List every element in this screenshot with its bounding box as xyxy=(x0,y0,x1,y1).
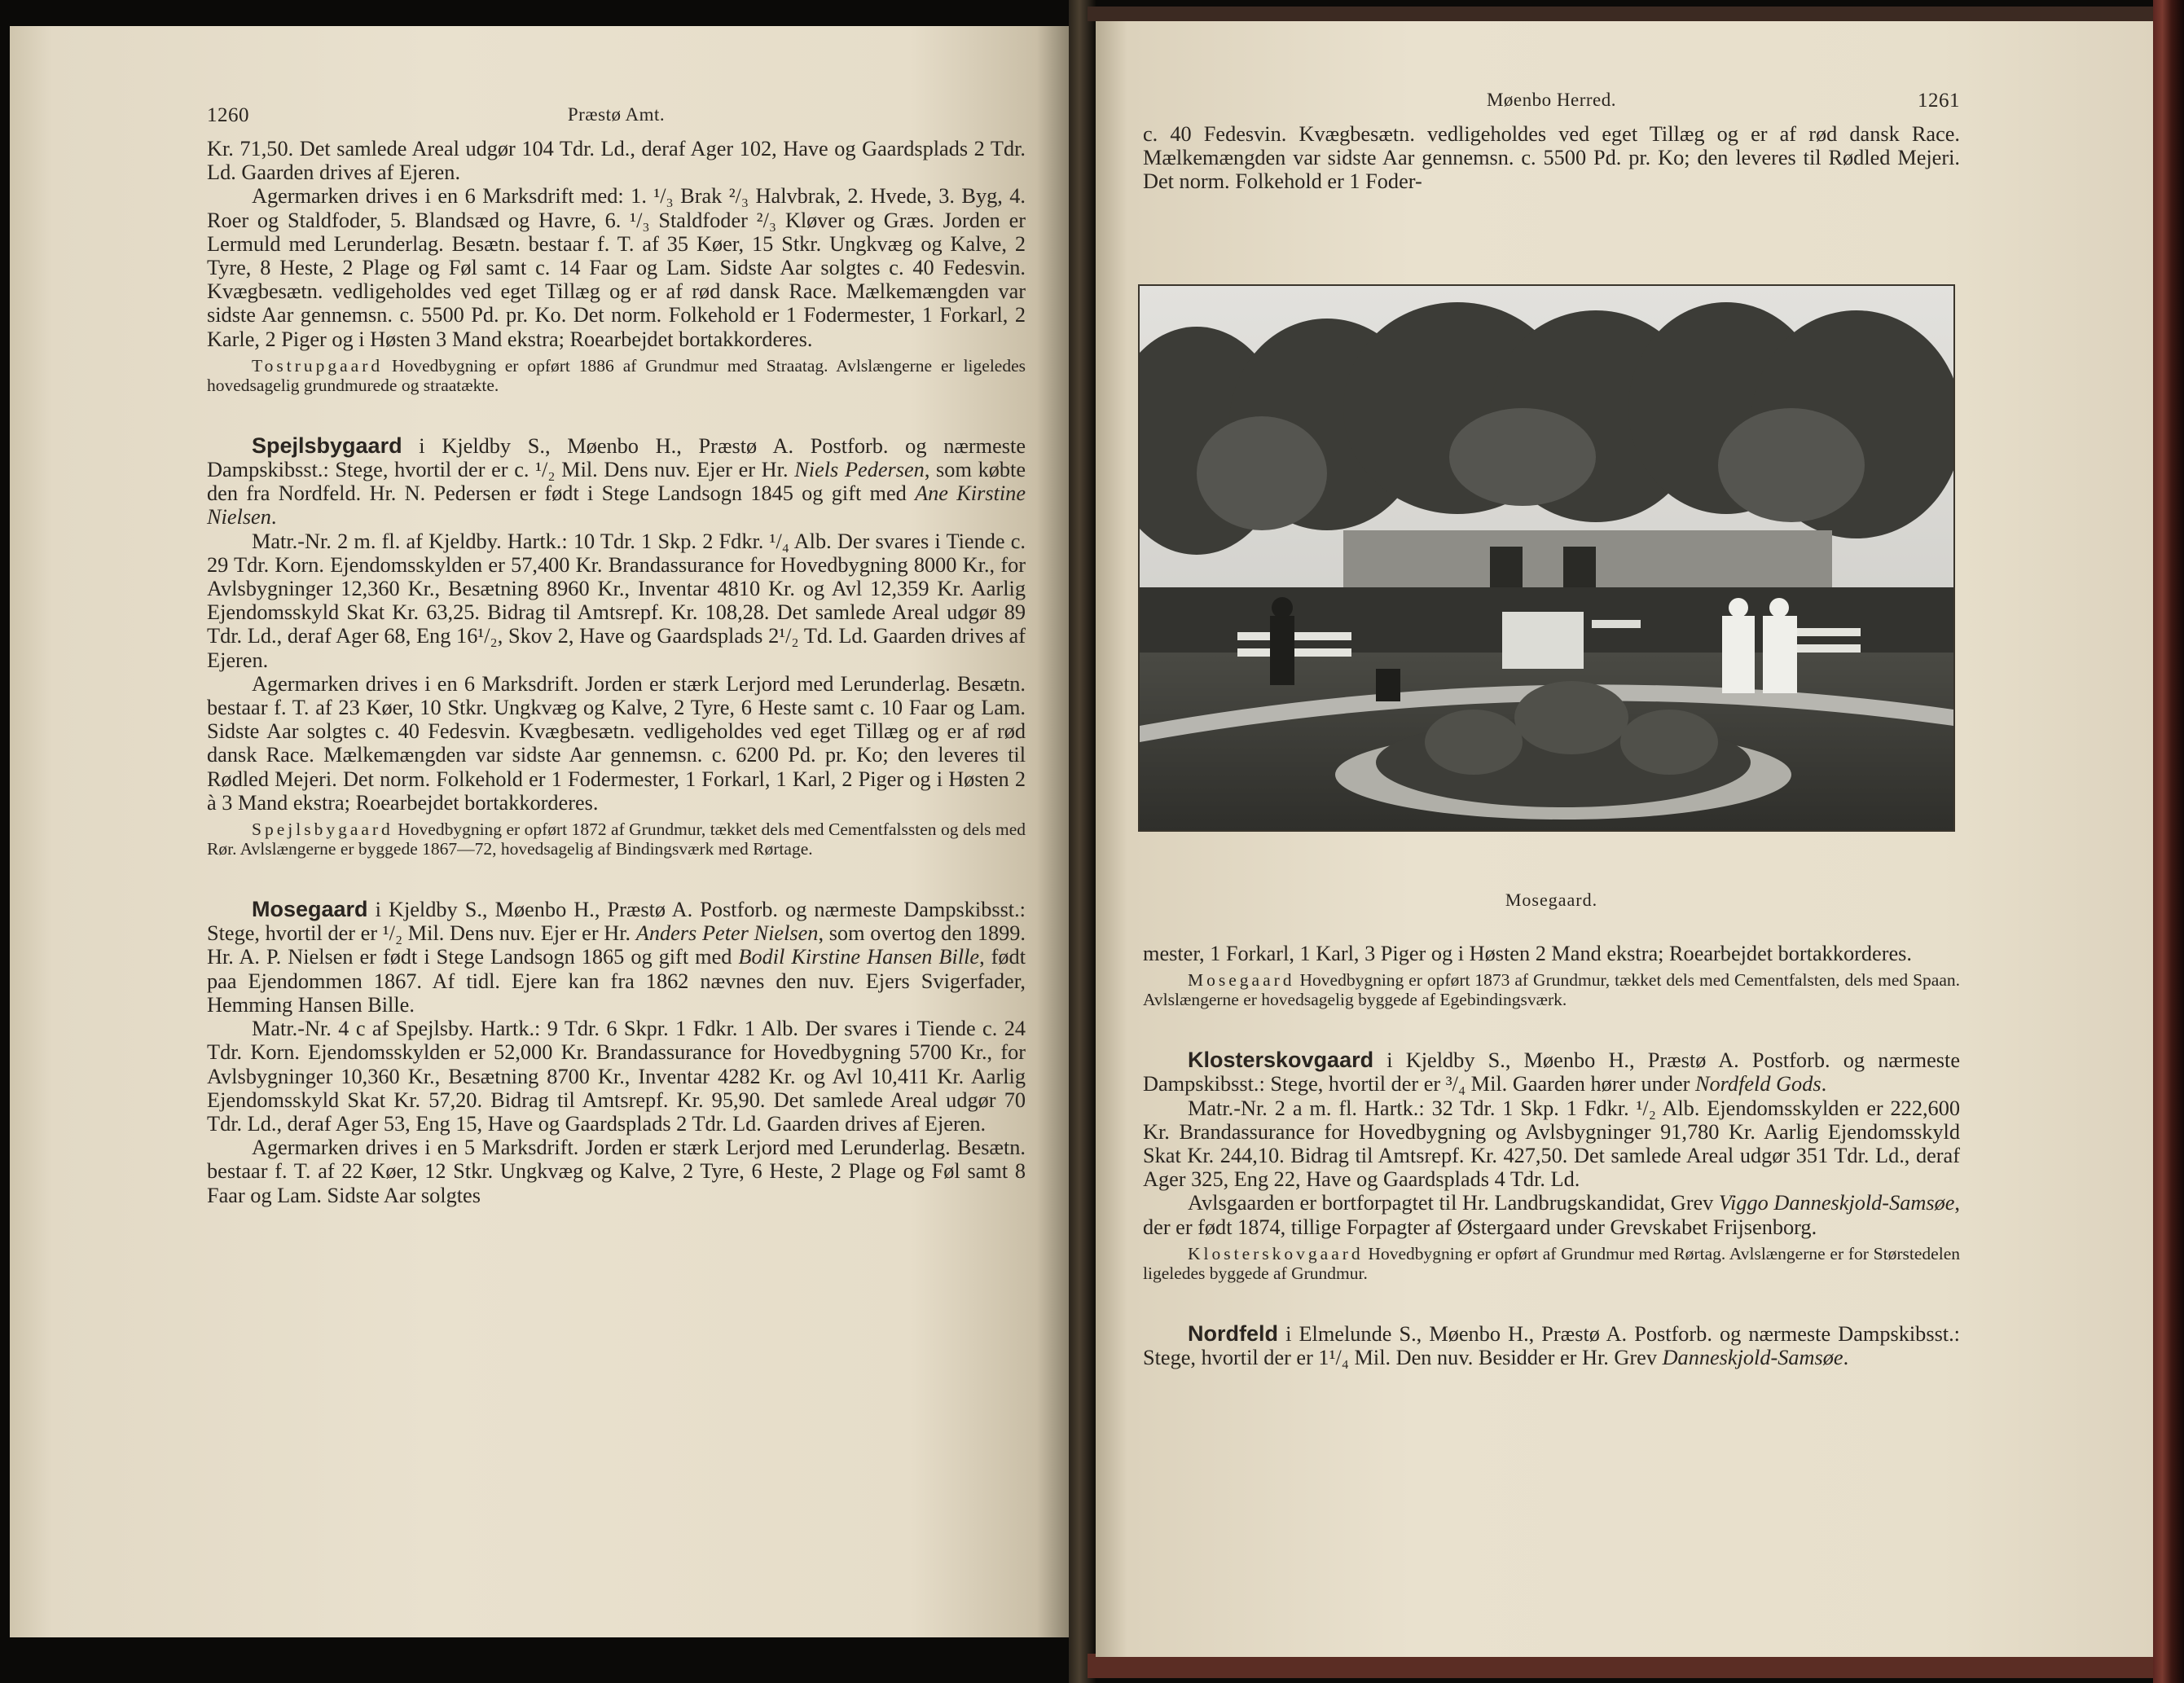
book-spine xyxy=(1069,0,1096,1683)
paragraph: Matr.-Nr. 2 m. fl. af Kjeldby. Hartk.: 10 Tdr. 1 Skp. 2 Fdkr. ¹/₄ Alb. Der svares i Tiende c. 29 Tdr. Korn. Ejendomsskylden er 57,400 Kr. Brandassurance for Hovedbygning 8000 Kr., for Avlsbygninger 12,360 Kr., Besætning 8960 Kr., Inventar 4810 Kr. og Avl 12,359 Kr. Aarlig Ejendomsskyld Skat Kr. 63,25. Bidrag til Amtsrepf. Kr. 108,28. Det samlede Areal udgør 89 Tdr. Ld., deraf Ager 68, Eng 16¹/₂, Skov 2, Have og Gaardsplads 2¹/₂ Td. Ld. Gaarden drives af Ejeren. xyxy=(207,529,1026,672)
note-text: Hovedbygning er opført 1872 af Grundmur, tækket dels med Cementfalssten og dels med Rør. Avlslængerne er byggede 1867—72, hovedsagelig af Bindingsværk med Rørtage. xyxy=(207,820,1026,859)
entry-text: , som købte den fra Nordfeld. Hr. N. Pedersen er født i Stege Landsogn 1845 og gift med xyxy=(207,458,1026,506)
entry-heading: Nordfeld xyxy=(1188,1320,1278,1346)
paragraph: Agermarken drives i en 6 Marksdrift med: 1. ¹/₃ Brak ²/₃ Halvbrak, 2. Hvede, 3. Byg, 4. Roer og Staldfoder, 5. Blandsæd og Havre, 6. ¹/₃ Staldfoder ²/₃ Kløver og Græs. Jorden er Lermuld med Lerunderlag. Besætn. bestaar f. T. af 35 Køer, 15 Stkr. Ungkvæg og Kalve, 2 Tyre, 8 Heste, 2 Plage og Føl samt c. 14 Faar og Lam. Sidste Aar solgtes c. 40 Fedesvin. Kvægbesætn. vedligeholdes ved eget Tillæg og er af rød dansk Race. Mælkemængden var sidste Aar gennemsn. c. 5500 Pd. pr. Ko. Det norm. Folkehold er 1 Fodermester, 1 Forkarl, 2 Karle, 2 Piger og i Høsten 3 Mand ekstra; Roearbejdet bortakkorderes. xyxy=(207,184,1026,351)
note-lead: Spejlsbygaard xyxy=(252,820,393,840)
entry-paragraph xyxy=(1143,1048,1960,1096)
right-page-content-top xyxy=(1143,90,1960,194)
right-running-head xyxy=(1143,90,1960,122)
page-number: 1261 xyxy=(1918,90,1960,112)
entry-text: i Elmelunde S., Møenbo H., Præstø A. Postforb. og nærmeste Dampskibsst.: Stege, hvortil der er 1¹/₄ Mil. Den nuv. Besidder er Hr. Grev xyxy=(1143,1321,1960,1370)
entry-text: . xyxy=(270,505,277,530)
left-running-head xyxy=(207,104,1026,137)
book-cover-edge xyxy=(2153,0,2184,1683)
owner-name: Danneskjold-Samsøe xyxy=(1662,1346,1843,1370)
note-lead: Klosterskovgaard xyxy=(1188,1243,1364,1263)
entry-text: . xyxy=(1821,1072,1827,1096)
owner-name: Niels Pedersen xyxy=(794,458,925,482)
entry-heading: Mosegaard xyxy=(252,897,368,922)
building-note xyxy=(207,356,1026,395)
entry-text: i Kjeldby S., Møenbo H., Præstø A. Postforb. og nærmeste Dampskibsst.: Stege, hvortil der er c. ¹/₂ Mil. Dens nuv. Ejer er Hr. xyxy=(207,433,1026,482)
left-page xyxy=(10,26,1069,1637)
owner-name: Anders Peter Nielsen xyxy=(635,921,819,946)
book-cover-top-edge xyxy=(1088,7,2163,21)
paragraph: Matr.-Nr. 4 c af Spejlsby. Hartk.: 9 Tdr. 6 Skpr. 1 Fdkr. 1 Alb. Der svares i Tiende c. 24 Tdr. Korn. Ejendomsskylden er 52,000 Kr. Brandassurance for Hovedbygning 5700 Kr., for Avlsbygninger 10,360 Kr., Besætning 8700 Kr., Inventar 4282 Kr. og Avl 10,411 Kr. Aarlig Ejendomsskyld Skat Kr. 57,20. Bidrag til Amtsrepf. Kr. 95,90. Det samlede Areal udgør 70 Tdr. Ld., deraf Ager 53, Eng 15, Have og Gaardsplads 2 Tdr. Ld. Gaarden drives af Ejeren. xyxy=(207,1017,1026,1136)
right-page xyxy=(1096,21,2153,1657)
paragraph: Kr. 71,50. Det samlede Areal udgør 104 Tdr. Ld., deraf Ager 102, Have og Gaardsplads 2 Tdr. Ld. Gaarden drives af Ejeren. xyxy=(207,137,1026,185)
building-note xyxy=(207,820,1026,859)
paragraph: c. 40 Fedesvin. Kvægbesætn. vedligeholdes ved eget Tillæg og er af rød dansk Race. Mælkemængden var sidste Aar gennemsn. c. 5500 Pd. pr. Ko; den leveres til Rødled Mejeri. Det norm. Folkehold er 1 Foder- xyxy=(1143,122,1960,194)
entry-text: i Kjeldby S., Møenbo H., Præstø A. Postforb. og nærmeste Dampskibsst.: Stege, hvortil der er ¹/₂ Mil. Dens nuv. Ejer er Hr. xyxy=(207,898,1026,946)
page-number: 1260 xyxy=(207,104,249,126)
paragraph: Matr.-Nr. 2 a m. fl. Hartk.: 32 Tdr. 1 Skp. 1 Fdkr. ¹/₂ Alb. Ejendomsskylden er 222,600 Kr. Brandassurance for Hovedbygning og Avlsbygninger 91,780 Kr. Aarlig Ejendomsskyld Skat Kr. 244,10. Bidrag til Amtsrepf. Kr. 427,50. Det samlede Areal udgør 351 Tdr. Ld., deraf Ager 325, Eng 22, Have og Gaardsplads 4 Tdr. Ld. xyxy=(1143,1096,1960,1192)
note-text: Hovedbygning er opført af Grundmur med Rørtag. Avlslængerne er for Størstedelen ligeledes byggede af Grundmur. xyxy=(1143,1243,1960,1283)
entry-paragraph xyxy=(1143,1322,1960,1369)
entry-heading: Klosterskovgaard xyxy=(1188,1048,1374,1073)
note-lead: Mosegaard xyxy=(1188,970,1295,991)
mosegaard-photo xyxy=(1138,284,1955,832)
left-page-content xyxy=(207,104,1026,1207)
entry-text: , født paa Ejendommen 1867. Af tidl. Ejere kan fra 1862 nævnes den nuv. Ejers Svigerfader, Hemming Hansen Bille. xyxy=(207,945,1026,1017)
entry-text: Avlsgaarden er bortforpagtet til Hr. Landbrugskandidat, Grev xyxy=(1188,1191,1719,1215)
building-note xyxy=(1143,1244,1960,1283)
paragraph: Agermarken drives i en 5 Marksdrift. Jorden er stærk Lerjord med Lerunderlag. Besætn. bestaar f. T. af 22 Køer, 12 Stkr. Ungkvæg og Kalve, 2 Tyre, 6 Heste, 2 Plage og Føl samt 8 Faar og Lam. Sidste Aar solgtes xyxy=(207,1136,1026,1207)
running-title: Møenbo Herred. xyxy=(1486,90,1616,110)
entry-paragraph xyxy=(207,898,1026,1017)
tenant-name: Viggo Danneskjold-Samsøe xyxy=(1718,1191,1955,1215)
entry-paragraph xyxy=(207,434,1026,530)
entry-text: , der er født 1874, tillige Forpagter af Østergaard under Grevskabet Frijsenborg. xyxy=(1143,1191,1960,1239)
entry-text: i Kjeldby S., Møenbo H., Præstø A. Postforb. og nærmeste Dampskibsst.: Stege, hvortil der er ³/₄ Mil. Gaarden hører under xyxy=(1143,1048,1960,1096)
book-cover-bottom-edge xyxy=(1088,1654,2163,1678)
running-title: Præstø Amt. xyxy=(567,104,666,125)
entry-text: . xyxy=(1843,1346,1849,1370)
right-page-content-bottom xyxy=(1143,942,1960,1369)
garden-photo-illustration xyxy=(1140,286,1953,830)
spouse-name: Ane Kirstine Nielsen xyxy=(207,481,1026,530)
photo-caption: Mosegaard. xyxy=(1505,890,1598,910)
paragraph: mester, 1 Forkarl, 1 Karl, 3 Piger og i Høsten 2 Mand ekstra; Roearbejdet bortakkorderes. xyxy=(1143,942,1912,965)
entry-text: , som overtog den 1899. Hr. A. P. Nielsen er født i Stege Landsogn 1865 og gift med xyxy=(207,921,1026,969)
note-lead: Tostrupgaard xyxy=(252,355,384,376)
paragraph: Agermarken drives i en 6 Marksdrift. Jorden er stærk Lerjord med Lerunderlag. Besætn. bestaar f. T. af 23 Køer, 10 Stkr. Ungkvæg og Kalve, 2 Tyre, 6 Heste samt c. 10 Faar og Lam. Sidste Aar solgtes c. 40 Fedesvin. Kvægbesætn. vedligeholdes ved eget Tillæg og er af rød dansk Race. Mælkemængden var sidste Aar gennemsn. c. 6200 Pd. pr. Ko; den leveres til Rødled Mejeri. Det norm. Folkehold er 1 Fodermester, 1 Forkarl, 1 Karl, 2 Piger og i Høsten 2 à 3 Mand ekstra; Roearbejdet bortakkorderes. xyxy=(207,671,1026,815)
owner-name: Nordfeld Gods xyxy=(1694,1072,1821,1096)
note-text: Hovedbygning er opført 1873 af Grundmur, tækket dels med Cementfalsten, dels med Spaan. Avlslængerne er hovedsagelig byggede af Egebindingsværk. xyxy=(1143,970,1960,1010)
entry-heading: Spejlsbygaard xyxy=(252,433,402,458)
note-text: Hovedbygning er opført 1886 af Grundmur med Straatag. Avlslængerne er ligeledes hovedsagelig grundmurede og straatækte. xyxy=(207,355,1026,395)
building-note xyxy=(1143,970,1960,1009)
spouse-name: Bodil Kirstine Hansen Bille xyxy=(738,945,980,969)
entry-paragraph xyxy=(1143,1191,1960,1238)
